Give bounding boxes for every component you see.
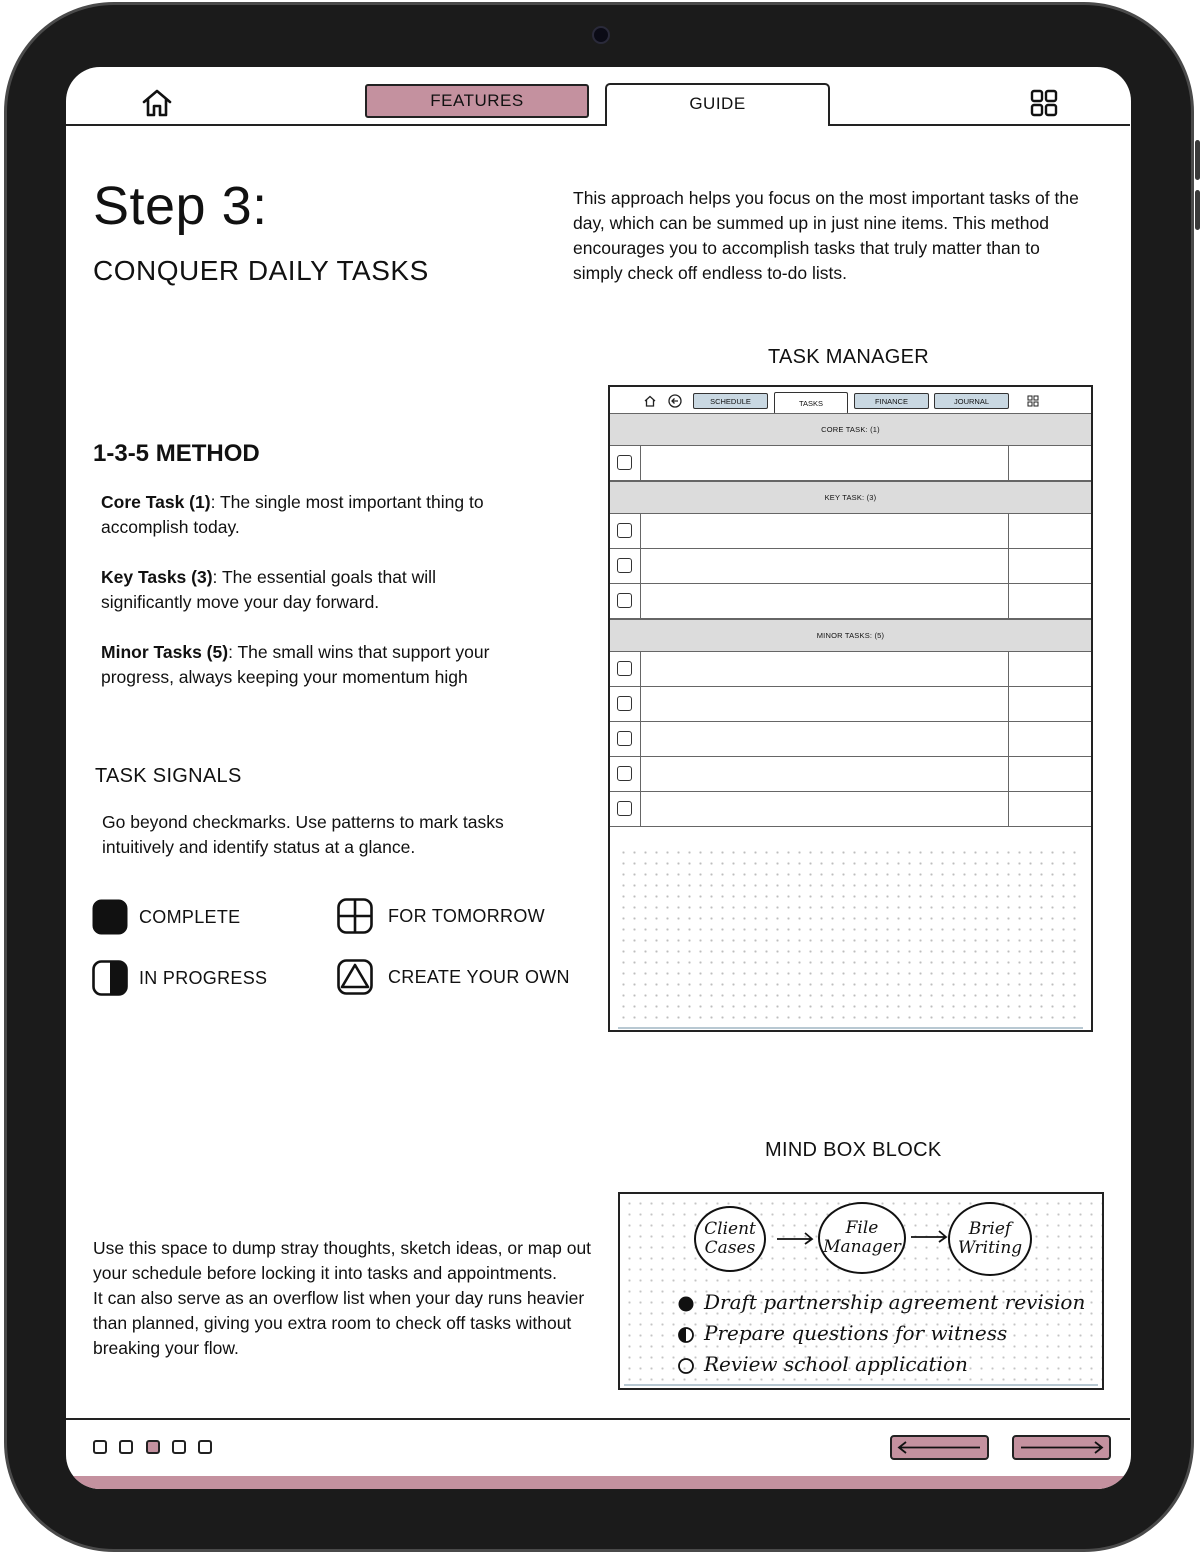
tab-label: GUIDE — [689, 94, 746, 113]
task-row — [610, 792, 1091, 827]
signals-title: TASK SIGNALS — [95, 765, 242, 787]
mind-box-paragraph: It can also serve as an overflow list when your day runs heavier than planned, giving you extra room to check off tasks without breaking your flow. — [93, 1288, 585, 1358]
task-row — [610, 514, 1091, 549]
core-task-text: : The single most important thing to accomplish today. — [101, 492, 484, 537]
grid-icon — [1029, 88, 1059, 118]
checkbox[interactable] — [617, 801, 632, 816]
section-band-minor: MINOR TASKS: (5) — [610, 619, 1091, 652]
mini-tab-finance: FINANCE — [854, 393, 929, 409]
triangle-square-icon — [337, 959, 373, 1000]
open-circle-icon — [677, 1357, 695, 1375]
divider — [624, 1384, 1098, 1386]
mind-box-item: Draft partnership agreement revision — [704, 1290, 1086, 1314]
top-divider — [66, 124, 1130, 126]
half-filled-square-icon — [92, 960, 128, 1001]
minor-tasks-description — [101, 640, 521, 690]
task-row — [610, 446, 1091, 481]
page-indicator[interactable] — [172, 1440, 186, 1454]
mini-grid-icon — [1027, 395, 1039, 407]
home-button[interactable] — [140, 86, 174, 120]
key-tasks-text: : The essential goals that will significantly move your day forward. — [101, 567, 436, 612]
task-manager-title: TASK MANAGER — [768, 346, 930, 368]
accent-strip — [66, 1476, 1131, 1489]
tab-features[interactable] — [365, 84, 589, 118]
prev-button[interactable] — [890, 1435, 989, 1460]
filled-circle-icon — [677, 1295, 695, 1313]
mind-box-title: MIND BOX BLOCK — [765, 1139, 942, 1161]
intro-text: This approach helps you focus on the most important tasks of the day, which can be summed up in just nine items. This method encourages you to accomplish tasks that truly matter than to simply check off endless to-do lists. — [573, 188, 1079, 283]
key-tasks-description — [101, 565, 531, 615]
mini-tab-schedule: SCHEDULE — [693, 393, 768, 409]
volume-button — [1195, 190, 1200, 230]
task-row — [610, 687, 1091, 722]
method-title: 1-3-5 METHOD — [93, 440, 260, 467]
signal-label-in-progress: IN PROGRESS — [139, 968, 268, 988]
tab-label: FEATURES — [430, 91, 524, 110]
checkbox[interactable] — [617, 661, 632, 676]
checkbox[interactable] — [617, 766, 632, 781]
quartered-square-icon — [337, 898, 373, 939]
checkbox[interactable] — [617, 593, 632, 608]
page-indicator[interactable] — [119, 1440, 133, 1454]
volume-button — [1195, 140, 1200, 180]
checkbox[interactable] — [617, 696, 632, 711]
tab-guide[interactable] — [605, 83, 830, 126]
half-circle-icon — [677, 1326, 695, 1344]
next-button[interactable] — [1012, 1435, 1111, 1460]
grid-button[interactable] — [1029, 88, 1059, 118]
task-manager-preview — [608, 385, 1093, 1032]
checkbox[interactable] — [617, 558, 632, 573]
bubble: Brief Writing — [948, 1202, 1032, 1276]
mind-box-text — [93, 1236, 608, 1361]
mini-tab-tasks: TASKS — [774, 392, 848, 414]
checkbox[interactable] — [617, 455, 632, 470]
arrow-left-icon — [892, 1437, 987, 1458]
task-row — [610, 757, 1091, 792]
signal-label-create-your-own: CREATE YOUR OWN — [388, 967, 570, 987]
signal-label-for-tomorrow: FOR TOMORROW — [388, 906, 545, 926]
screen — [66, 67, 1131, 1489]
mini-tab-journal: JOURNAL — [934, 393, 1009, 409]
section-band-key: KEY TASK: (3) — [610, 481, 1091, 514]
page-indicator[interactable] — [93, 1440, 107, 1454]
checkbox[interactable] — [617, 523, 632, 538]
section-band-core: CORE TASK: (1) — [610, 413, 1091, 446]
mind-box-item: Prepare questions for witness — [704, 1321, 1008, 1345]
minor-tasks-label: Minor Tasks (5) — [101, 642, 229, 662]
task-row — [610, 652, 1091, 687]
arrow-right-icon — [909, 1228, 949, 1244]
arrow-right-icon — [775, 1230, 815, 1246]
task-row — [610, 584, 1091, 619]
bubble: Client Cases — [694, 1206, 766, 1272]
page-indicator[interactable] — [198, 1440, 212, 1454]
mind-box-paragraph: Use this space to dump stray thoughts, sketch ideas, or map out your schedule before locking it into tasks and appointments. — [93, 1238, 592, 1283]
signal-label-complete: COMPLETE — [139, 907, 241, 927]
mind-box-item: Review school application — [704, 1352, 968, 1376]
home-icon — [140, 86, 174, 120]
camera — [592, 26, 610, 44]
page-subtitle: CONQUER DAILY TASKS — [93, 255, 429, 286]
core-task-label: Core Task (1) — [101, 492, 211, 512]
task-row — [610, 722, 1091, 757]
arrow-right-icon — [1014, 1437, 1109, 1458]
bottom-divider — [66, 1418, 1130, 1420]
checkbox[interactable] — [617, 731, 632, 746]
filled-square-icon — [92, 899, 128, 940]
signals-text: Go beyond checkmarks. Use patterns to mark tasks intuitively and identify status at a glance. — [102, 812, 504, 857]
bubble: File Manager — [818, 1202, 906, 1274]
dot-grid-area[interactable] — [618, 847, 1083, 1029]
task-row — [610, 549, 1091, 584]
page-title: Step 3: — [93, 176, 268, 236]
core-task-description — [101, 490, 531, 540]
key-tasks-label: Key Tasks (3) — [101, 567, 213, 587]
mini-home-icon — [643, 394, 657, 408]
minor-tasks-text: : The small wins that support your progress, always keeping your momentum high — [101, 642, 490, 687]
mini-header — [610, 387, 1091, 415]
mini-back-icon — [668, 394, 682, 408]
page-indicator-active[interactable] — [146, 1440, 160, 1454]
mind-box-preview[interactable] — [618, 1192, 1104, 1390]
